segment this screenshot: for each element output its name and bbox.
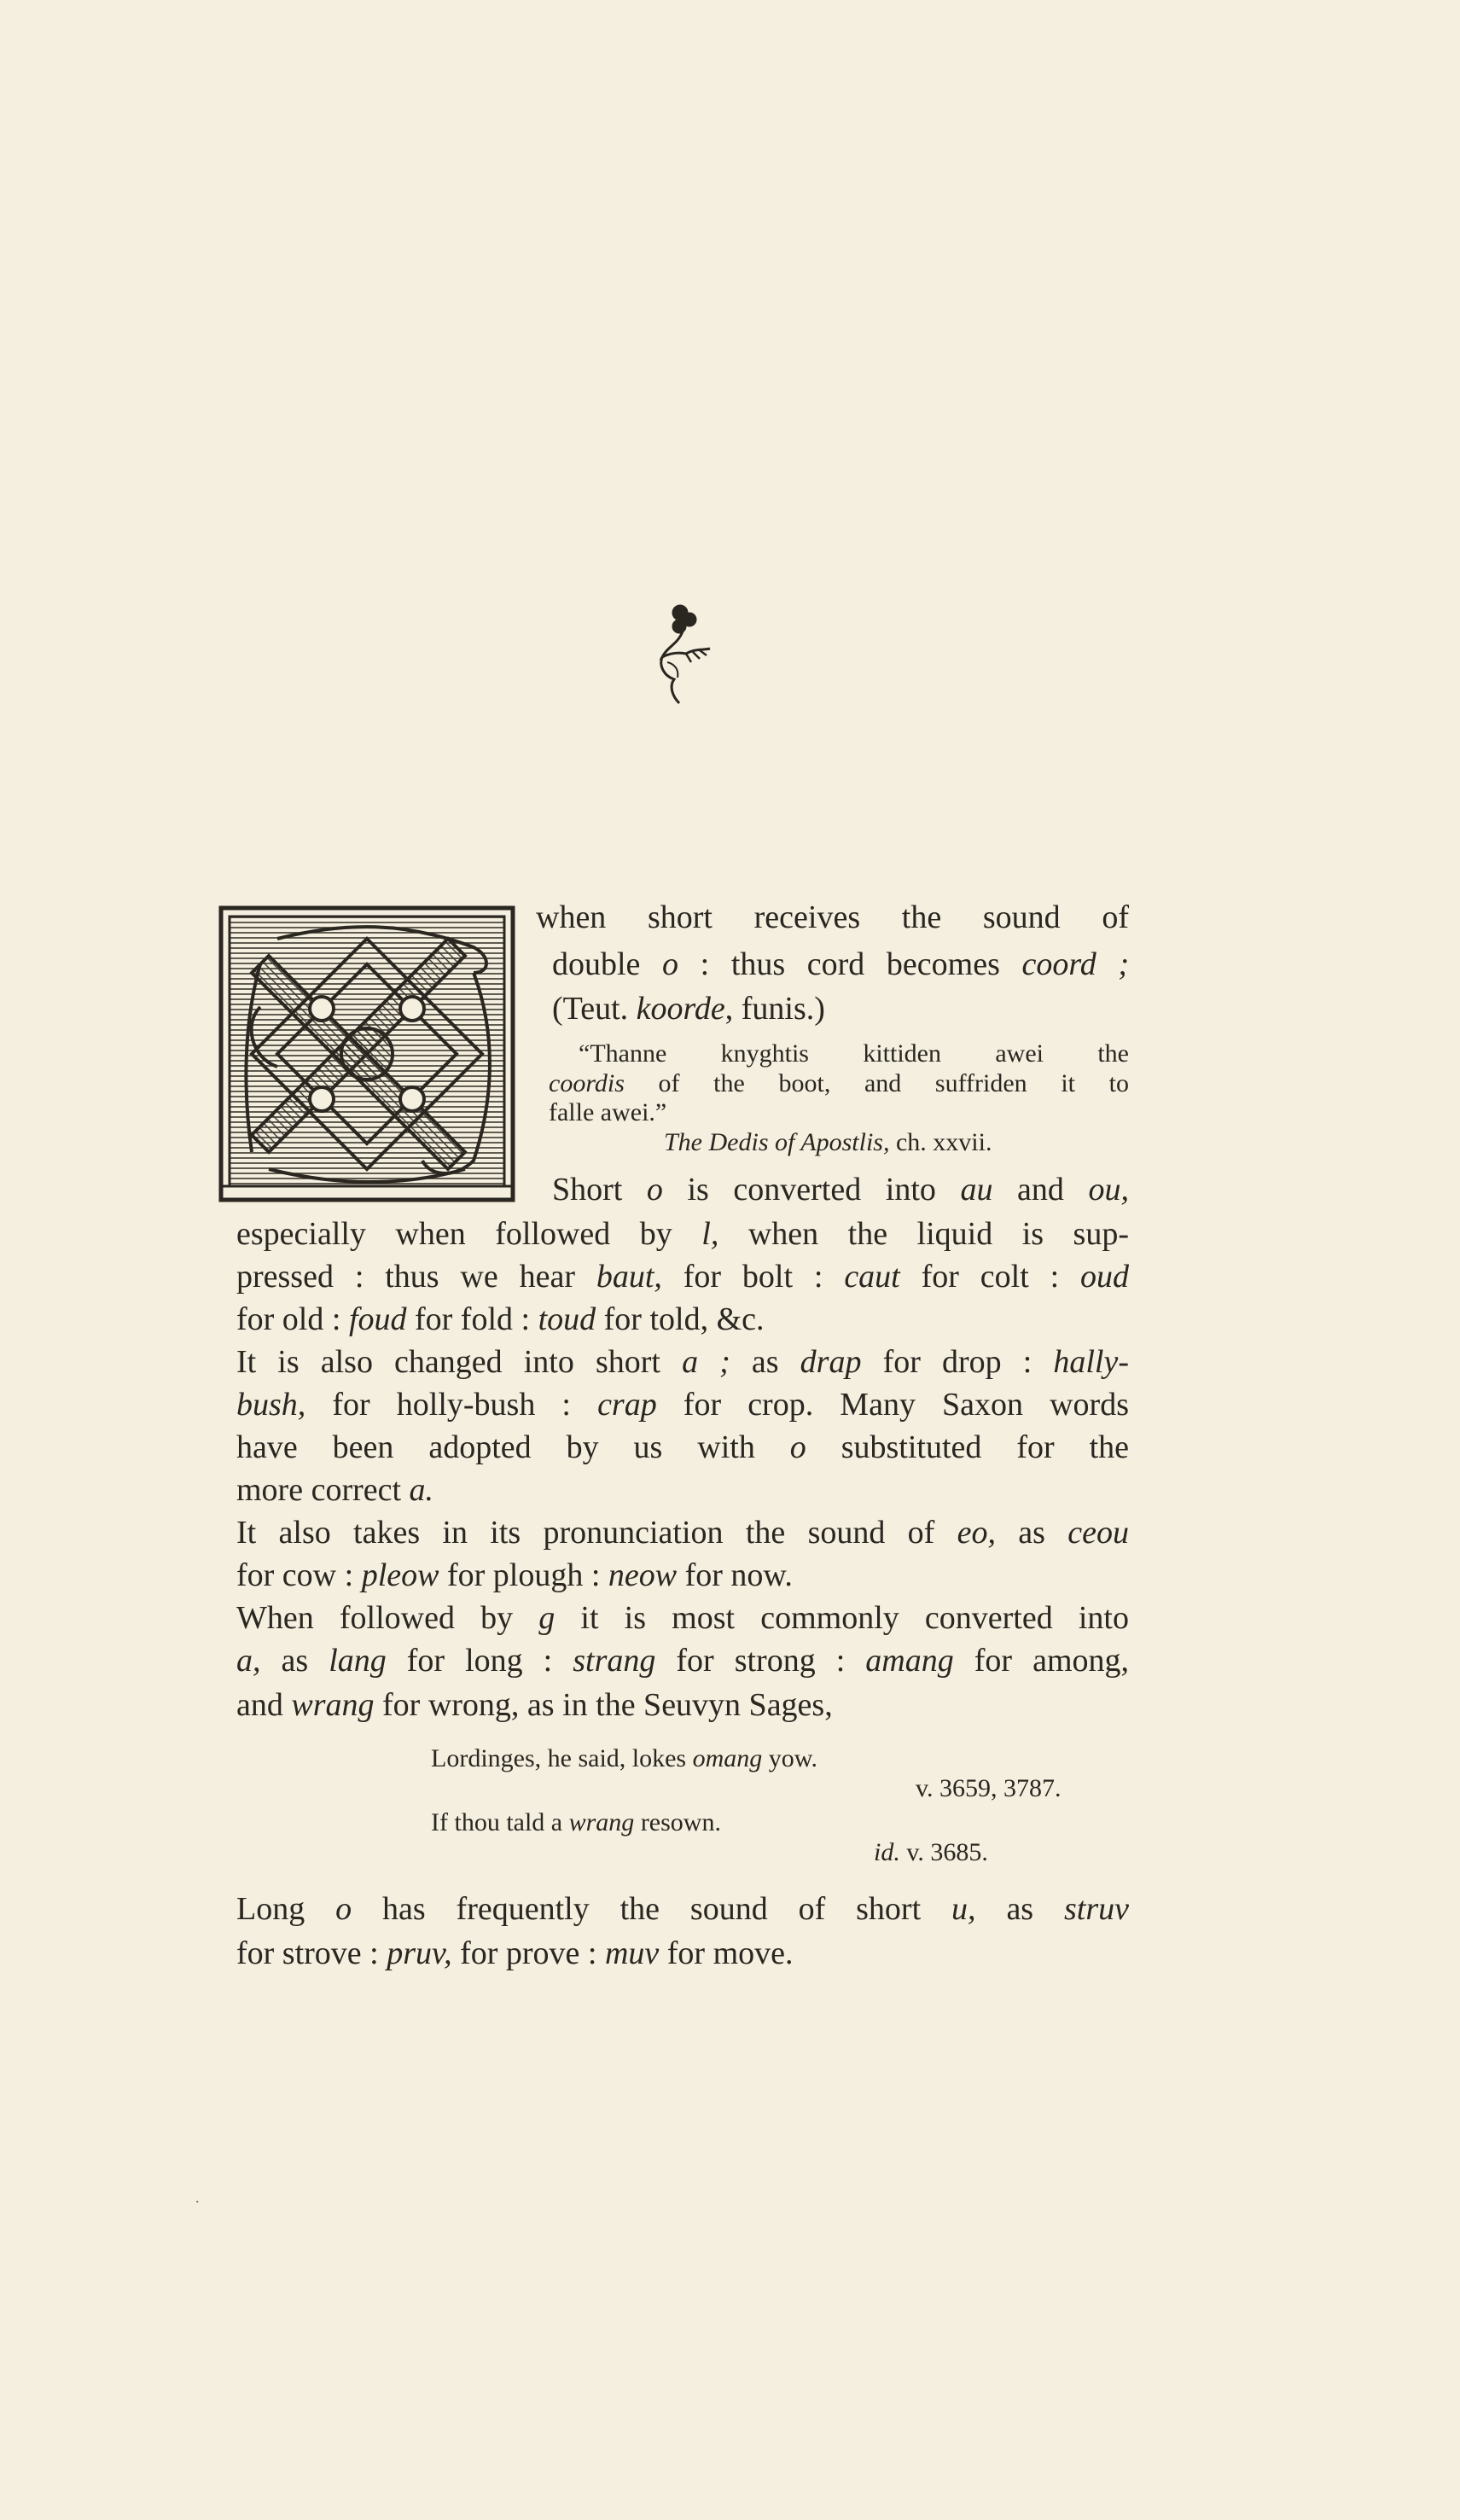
text: as: [975, 1891, 1064, 1927]
verse-line-1: [431, 1743, 817, 1774]
para5-line-1: [236, 1888, 1129, 1930]
text: for old :: [236, 1301, 349, 1337]
text: for strove :: [236, 1935, 387, 1971]
text: When followed by: [236, 1600, 539, 1636]
italic-text: coordis: [549, 1069, 625, 1097]
text: v. 3659, 3787.: [916, 1774, 1062, 1802]
italic-text: crap: [597, 1387, 657, 1423]
text: for move.: [659, 1935, 794, 1971]
text: substituted for the: [806, 1429, 1129, 1465]
italic-text: oud: [1080, 1259, 1130, 1295]
text: for now.: [677, 1557, 793, 1593]
text: ch. xxvii.: [889, 1128, 992, 1156]
italic-text: toud: [538, 1301, 596, 1337]
text: for long :: [386, 1643, 573, 1679]
text: double: [552, 946, 663, 982]
italic-text: o: [662, 946, 679, 982]
text: , funis.): [724, 991, 825, 1027]
italic-text: koorde: [636, 991, 725, 1027]
italic-text: bush,: [236, 1387, 306, 1423]
para3-line-2: [236, 1554, 793, 1597]
text: for wrong, as in the Seuvyn Sages,: [374, 1687, 833, 1723]
text: for colt :: [899, 1259, 1081, 1295]
italic-text: o: [646, 1172, 663, 1208]
text: v. 3685.: [899, 1838, 988, 1866]
para4-line-1: [236, 1597, 1129, 1639]
italic-text: pruv,: [387, 1935, 452, 1971]
italic-text: g: [538, 1600, 555, 1636]
italic-text: a,: [236, 1643, 261, 1679]
para1-line-3: [236, 1255, 1129, 1298]
text: is converted into: [662, 1172, 961, 1208]
text: and: [236, 1687, 292, 1723]
italic-text: lang: [329, 1643, 387, 1679]
para1-line-2: [236, 1213, 1129, 1255]
text: (Teut.: [552, 991, 637, 1027]
text: and: [992, 1172, 1089, 1208]
italic-text: pleow: [361, 1557, 439, 1593]
text: as: [260, 1643, 329, 1679]
italic-text: omang: [692, 1744, 763, 1772]
text: for crop. Many Saxon words: [656, 1387, 1129, 1423]
para2-line-4: [236, 1469, 433, 1511]
para2-line-2: [236, 1383, 1129, 1426]
italic-text: ceou: [1067, 1515, 1129, 1551]
quote-line-3: [549, 1098, 666, 1127]
text: : thus cord becomes: [678, 946, 1022, 982]
fleuron-ornament: [649, 597, 717, 708]
text: for prove :: [451, 1935, 605, 1971]
text: has frequently the sound of short: [352, 1891, 952, 1927]
italic-text: foud: [348, 1301, 407, 1337]
text: when the liquid is sup-: [718, 1216, 1129, 1252]
text: yow.: [762, 1744, 817, 1772]
text: as: [730, 1344, 800, 1380]
decorated-initial-letter: [218, 905, 516, 1203]
italic-text: eo,: [957, 1515, 996, 1551]
text: It is also changed into short: [236, 1344, 683, 1380]
opening-line-3: [552, 987, 825, 1030]
italic-text: amang: [865, 1643, 954, 1679]
italic-text: ou,: [1088, 1172, 1129, 1208]
para4-line-2: [236, 1639, 1129, 1682]
quote-citation: [664, 1128, 992, 1157]
para5-line-2: [236, 1932, 794, 1975]
text: Short: [552, 1172, 647, 1208]
text: for cow :: [236, 1557, 362, 1593]
text: for drop :: [861, 1344, 1054, 1380]
opening-line-2: [552, 943, 1129, 986]
italic-text: strang: [573, 1643, 656, 1679]
italic-text: l,: [701, 1216, 719, 1252]
stray-ink-mark: .: [195, 2189, 200, 2206]
text: for strong :: [655, 1643, 866, 1679]
text: Long: [236, 1891, 336, 1927]
text: for holly-bush :: [305, 1387, 598, 1423]
para3-line-1: [236, 1511, 1129, 1554]
italic-text: o: [789, 1429, 806, 1465]
para1-line-4: [236, 1298, 765, 1341]
italic-text: baut,: [596, 1259, 662, 1295]
verse-reference-1: [916, 1773, 1062, 1804]
quote-line-1: [579, 1039, 1129, 1068]
text: as: [996, 1515, 1068, 1551]
text: especially when followed by: [236, 1216, 702, 1252]
italic-text: au: [960, 1172, 993, 1208]
text: for told, &c.: [596, 1301, 765, 1337]
italic-text: a.: [409, 1472, 434, 1508]
quote-line-2: [549, 1069, 1129, 1098]
italic-text: u,: [951, 1891, 976, 1927]
verse-line-2: [431, 1807, 721, 1838]
italic-text: struv: [1064, 1891, 1129, 1927]
opening-line-1: [536, 896, 1129, 939]
para2-line-3: [236, 1426, 1129, 1469]
italic-text: o: [335, 1891, 352, 1927]
italic-text: The Dedis of Apostlis,: [664, 1128, 890, 1156]
text: for fold :: [406, 1301, 538, 1337]
italic-text: coord ;: [1021, 946, 1129, 982]
italic-text: neow: [608, 1557, 678, 1593]
text: have been adopted by us with: [236, 1429, 790, 1465]
text: when short receives the sound of: [536, 899, 1129, 935]
para1-line-1: [552, 1168, 1129, 1211]
para2-line-1: [236, 1341, 1129, 1383]
text: more correct: [236, 1472, 410, 1508]
italic-text: wrang: [568, 1808, 635, 1836]
italic-text: hally-: [1053, 1344, 1130, 1380]
italic-text: a ;: [682, 1344, 730, 1380]
text: resown.: [634, 1808, 721, 1836]
text: for bolt :: [661, 1259, 845, 1295]
italic-text: id.: [874, 1838, 900, 1866]
verse-reference-2: [874, 1837, 988, 1868]
italic-text: drap: [800, 1344, 862, 1380]
text: “Thanne knyghtis kittiden awei the: [579, 1039, 1129, 1068]
italic-text: wrang: [291, 1687, 375, 1723]
text: Lordinges, he said, lokes: [431, 1744, 693, 1772]
text: it is most commonly converted into: [555, 1600, 1129, 1636]
para4-line-3: [236, 1684, 833, 1726]
text: of the boot, and suffriden it to: [624, 1069, 1129, 1097]
text: pressed : thus we hear: [236, 1259, 596, 1295]
text: for among,: [953, 1643, 1130, 1679]
text: falle awei.”: [549, 1098, 667, 1126]
text: It also takes in its pronunciation the sound of: [236, 1515, 957, 1551]
text: for plough :: [439, 1557, 608, 1593]
italic-text: muv: [604, 1935, 660, 1971]
text: If thou tald a: [431, 1808, 569, 1836]
italic-text: caut: [844, 1259, 900, 1295]
